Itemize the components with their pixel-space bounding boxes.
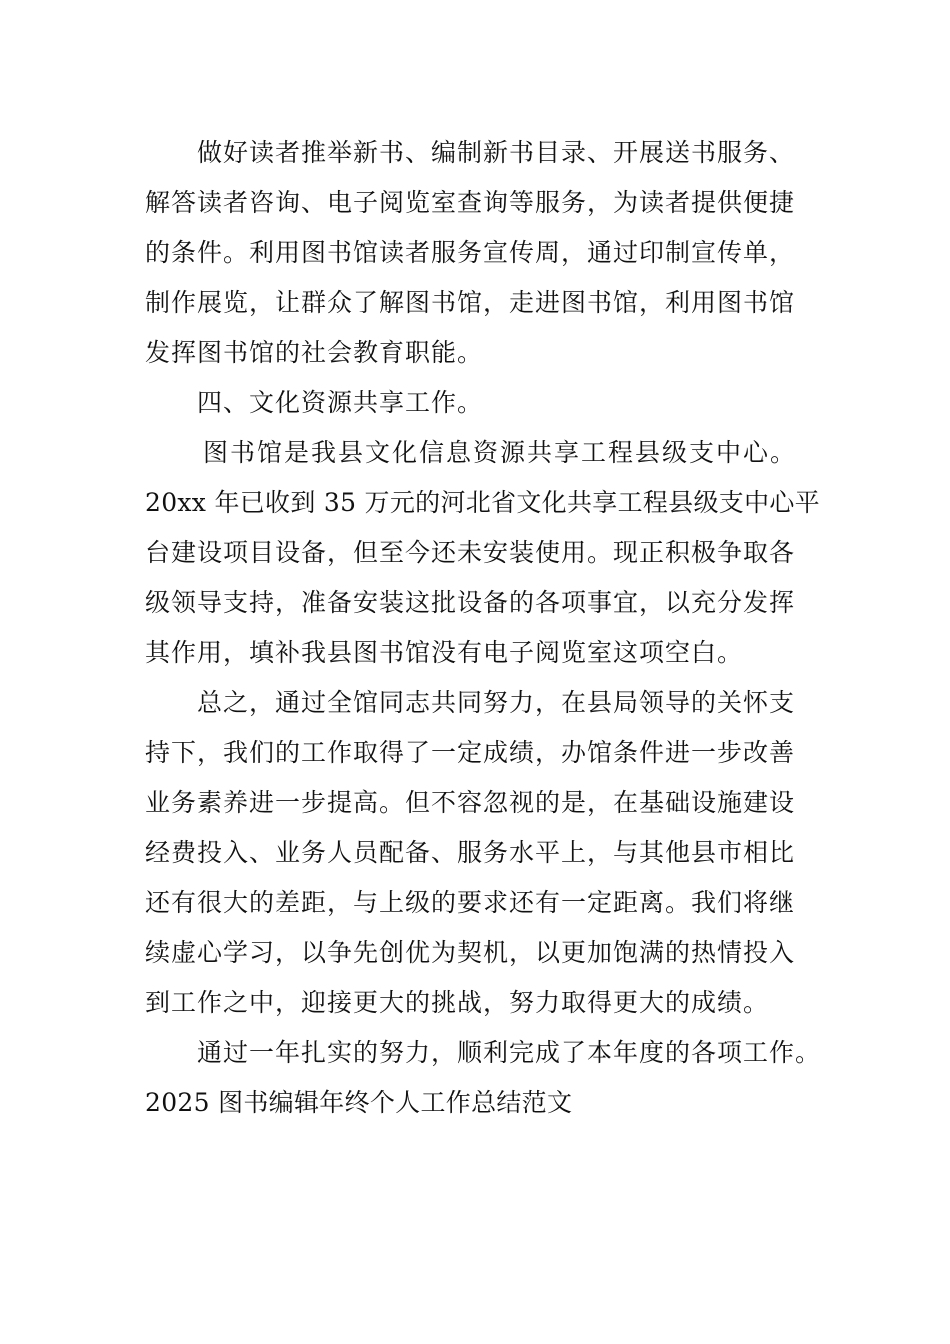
text-line: 业务素养进一步提高。但不容忽视的是，在基础设施建设 <box>145 788 796 817</box>
text-line: 续虚心学习，以争先创优为契机，以更加饱满的热情投入 <box>145 938 796 967</box>
document-body <box>145 128 822 1128</box>
text-line: 发挥图书馆的社会教育职能。 <box>145 338 484 367</box>
text-line: 总之，通过全馆同志共同努力，在县局领导的关怀支 <box>197 688 796 717</box>
text-line: 20xx 年已收到 35 万元的河北省文化共享工程县级支中心平 <box>145 488 820 517</box>
text-line: 图书馆是我县文化信息资源共享工程县级支中心。 <box>203 438 798 467</box>
text-line: 台建设项目设备，但至今还未安装使用。现正积极争取各 <box>145 538 796 567</box>
text-line: 还有很大的差距，与上级的要求还有一定距离。我们将继 <box>145 888 796 917</box>
text-line: 经费投入、业务人员配备、服务水平上，与其他县市相比 <box>145 838 796 867</box>
text-line: 级领导支持，准备安装这批设备的各项事宜，以充分发挥 <box>145 588 796 617</box>
text-line: 到工作之中，迎接更大的挑战，努力取得更大的成绩。 <box>145 988 770 1017</box>
text-line: 制作展览，让群众了解图书馆，走进图书馆，利用图书馆 <box>145 288 796 317</box>
text-line: 解答读者咨询、电子阅览室查询等服务，为读者提供便捷 <box>145 188 796 217</box>
text-line: 做好读者推举新书、编制新书目录、开展送书服务、 <box>197 138 796 167</box>
section-heading: 四、文化资源共享工作。 <box>197 388 484 417</box>
text-line: 通过一年扎实的努力，顺利完成了本年度的各项工作。 <box>197 1038 822 1067</box>
text-line: 持下，我们的工作取得了一定成绩，办馆条件进一步改善 <box>145 738 796 767</box>
text-line: 的条件。利用图书馆读者服务宣传周，通过印制宣传单， <box>145 238 796 267</box>
text-line: 其作用，填补我县图书馆没有电子阅览室这项空白。 <box>145 638 744 667</box>
document-title-line: 2025 图书编辑年终个人工作总结范文 <box>145 1088 573 1117</box>
